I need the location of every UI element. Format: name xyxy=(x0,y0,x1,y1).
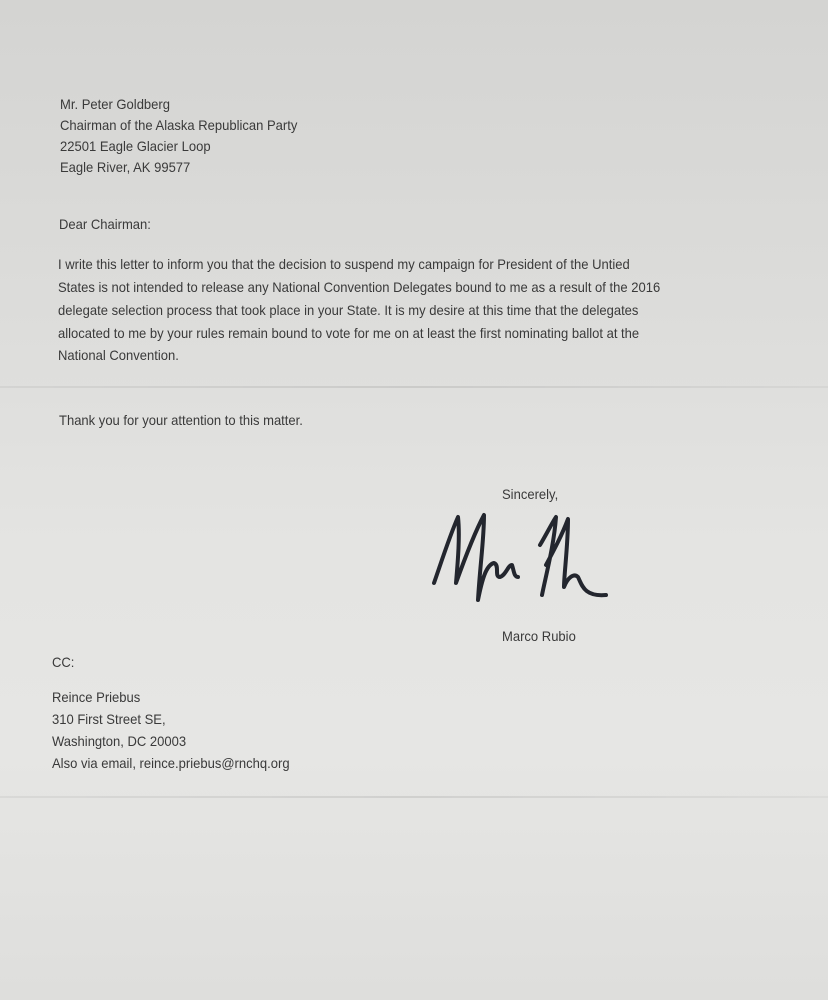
recipient-street: 22501 Eagle Glacier Loop xyxy=(60,138,211,154)
recipient-city: Eagle River, AK 99577 xyxy=(60,159,191,175)
body-line: allocated to me by your rules remain bound to vote for me on at least the first nominating ballot at the xyxy=(58,325,640,341)
body-line: I write this letter to inform you that the decision to suspend my campaign for President of the Untied xyxy=(58,256,630,272)
salutation: Dear Chairman: xyxy=(59,216,151,232)
closing: Sincerely, xyxy=(502,486,559,502)
cc-label: CC: xyxy=(52,654,75,670)
cc-city: Washington, DC 20003 xyxy=(52,733,187,749)
recipient-title: Chairman of the Alaska Republican Party xyxy=(60,117,298,133)
recipient-name: Mr. Peter Goldberg xyxy=(60,96,171,112)
fold-line xyxy=(0,796,828,798)
signer-name: Marco Rubio xyxy=(502,628,576,644)
fold-line xyxy=(0,386,828,388)
cc-street: 310 First Street SE, xyxy=(52,711,166,727)
body-line: States is not intended to release any National Convention Delegates bound to me as a result of the 2016 xyxy=(58,279,661,295)
cc-email: Also via email, reince.priebus@rnchq.org xyxy=(52,755,290,771)
thanks-line: Thank you for your attention to this matter. xyxy=(59,412,303,428)
signature xyxy=(428,505,618,615)
body-line: National Convention. xyxy=(58,347,179,363)
cc-name: Reince Priebus xyxy=(52,689,141,705)
body-line: delegate selection process that took place in your State. It is my desire at this time that the delegates xyxy=(58,302,639,318)
